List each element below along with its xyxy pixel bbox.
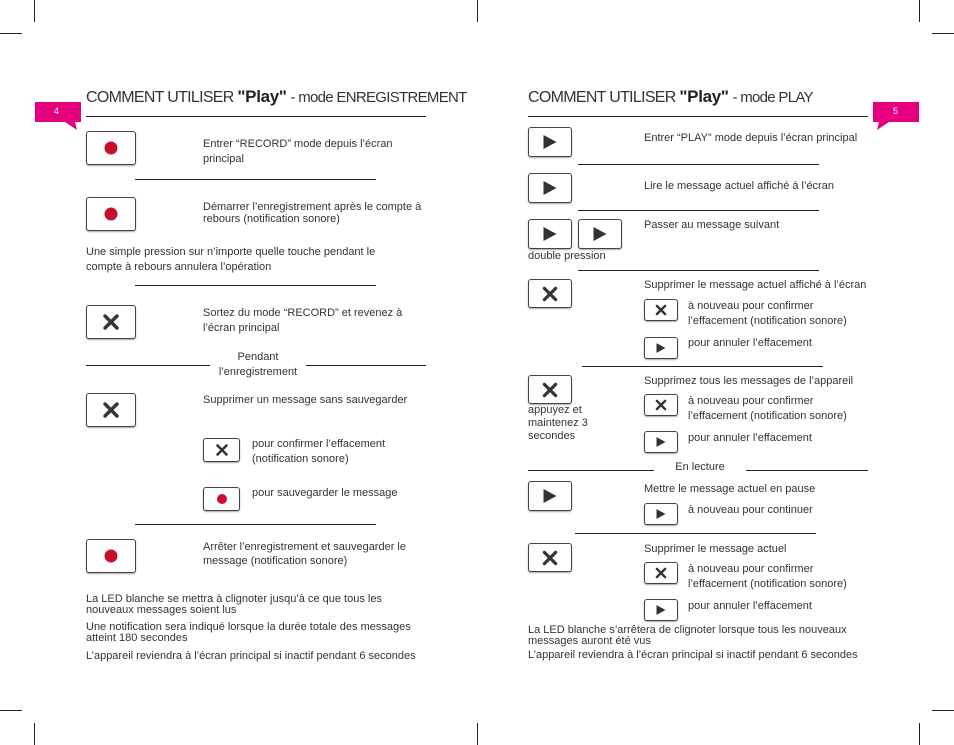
step-text: Sortez du mode “RECORD” et revenez à l’écran principal (203, 307, 403, 334)
sub-step-text: pour annuler l’effacement (688, 600, 812, 612)
crop-mark (477, 0, 478, 22)
divider (578, 164, 819, 165)
title-divider (528, 116, 868, 117)
step-text: Entrer “RECORD” mode depuis l’écran principal (203, 138, 393, 165)
play-button[interactable] (528, 127, 572, 157)
delete-button-small[interactable] (644, 299, 678, 321)
delete-button[interactable] (528, 543, 572, 572)
record-button-small[interactable] (203, 487, 240, 511)
play-button-small[interactable] (644, 599, 678, 621)
x-cross-icon (103, 402, 119, 418)
section-label: Pendant l’enregistrement (218, 351, 298, 378)
sub-step-text: pour annuler l’effacement (688, 337, 812, 349)
play-button-small[interactable] (644, 431, 678, 453)
x-cross-icon (543, 382, 558, 397)
delete-button[interactable] (86, 393, 136, 427)
record-dot-icon (105, 142, 118, 155)
play-triangle-icon (544, 227, 557, 241)
x-cross-icon (103, 314, 119, 330)
divider (582, 366, 823, 367)
section-label: En lecture (675, 461, 725, 473)
play-triangle-icon (657, 509, 666, 519)
footnote: L’appareil reviendra à l’écran principal si inactif pendant 6 secondes (528, 649, 858, 661)
button-action-label: double pression (528, 250, 606, 262)
delete-button-small[interactable] (644, 562, 678, 584)
record-dot-icon (105, 208, 118, 221)
crop-mark (34, 723, 35, 745)
crop-mark (34, 0, 35, 22)
play-button[interactable] (528, 481, 572, 511)
play-triangle-icon (544, 489, 557, 503)
crop-mark (919, 723, 920, 745)
delete-button-small[interactable] (203, 438, 240, 462)
page-title: COMMENT UTILISER "Play" - mode PLAY (528, 87, 813, 106)
divider (578, 270, 819, 271)
page-number-tab (873, 102, 919, 130)
footnote: La LED blanche se mettra à clignoter jusqu’à ce que tous les nouveaux messages soient lus (86, 593, 382, 616)
x-cross-icon (656, 568, 667, 579)
section-divider (306, 365, 426, 366)
x-cross-icon (543, 286, 558, 301)
page-number: 4 (54, 106, 60, 116)
step-text: Supprimer un message sans sauvegarder (203, 394, 408, 406)
record-button[interactable] (86, 539, 136, 573)
delete-button-small[interactable] (644, 394, 678, 416)
note-text: Une simple pression sur n’importe quelle touche pendant le compte à rebours annulera l’opération (86, 246, 376, 273)
record-button[interactable] (86, 131, 136, 165)
title-divider (86, 116, 426, 117)
play-button[interactable] (528, 219, 572, 249)
x-cross-icon (543, 550, 558, 565)
footnote: L’appareil reviendra à l’écran principal si inactif pendant 6 secondes (86, 650, 416, 662)
page-title: COMMENT UTILISER "Play" - mode ENREGISTREMENT (86, 87, 467, 106)
delete-button[interactable] (528, 279, 572, 308)
step-text: Démarrer l’enregistrement après le compte à rebours (notification sonore) (203, 201, 422, 225)
play-button[interactable] (528, 173, 572, 203)
play-triangle-icon (594, 227, 607, 241)
footnote: La LED blanche s’arrêtera de clignoter lorsque tous les nouveaux messages auront été vus (528, 624, 847, 647)
section-divider (528, 470, 654, 471)
sub-step-text: à nouveau pour confirmer l’effacement (notification sonore) (688, 395, 847, 422)
play-triangle-icon (657, 437, 666, 447)
play-triangle-icon (544, 181, 557, 195)
crop-mark (919, 0, 920, 22)
crop-mark (932, 33, 954, 34)
section-divider (746, 470, 868, 471)
page-number-tab (35, 102, 81, 130)
sub-step-text: pour confirmer l’effacement (notification sonore) (252, 438, 386, 465)
step-text: Passer au message suivant (644, 219, 780, 231)
play-button-small[interactable] (644, 337, 678, 359)
sub-step-text: à nouveau pour confirmer l’effacement (notification sonore) (688, 300, 847, 327)
crop-mark (0, 33, 22, 34)
crop-mark (477, 723, 478, 745)
crop-mark (932, 710, 954, 711)
x-cross-icon (656, 305, 667, 316)
button-action-label: appuyez et maintenez 3 secondes (528, 404, 588, 442)
sub-step-text: pour sauvegarder le message (252, 487, 398, 499)
step-text: Mettre le message actuel en pause (644, 483, 816, 495)
play-triangle-icon (657, 343, 666, 353)
step-text: Lire le message actuel affiché à l’écran (644, 180, 834, 192)
delete-button[interactable] (86, 305, 136, 339)
sub-step-text: à nouveau pour confirmer l’effacement (notification sonore) (688, 563, 847, 590)
step-text: Supprimez tous les messages de l’appareil (644, 375, 854, 387)
record-button[interactable] (86, 197, 136, 231)
play-button[interactable] (578, 219, 622, 249)
sub-step-text: pour annuler l’effacement (688, 432, 812, 444)
sub-step-text: à nouveau pour continuer (688, 504, 813, 516)
divider (135, 285, 376, 286)
section-divider (86, 365, 210, 366)
divider (135, 524, 376, 525)
x-cross-icon (656, 400, 667, 411)
step-text: Arrêter l’enregistrement et sauvegarder le message (notification sonore) (203, 541, 406, 567)
divider (135, 179, 376, 180)
step-text: Supprimer le message actuel affiché à l’écran (644, 279, 867, 291)
x-cross-icon (216, 444, 228, 456)
play-button-small[interactable] (644, 503, 678, 525)
divider (578, 210, 819, 211)
crop-mark (0, 710, 22, 711)
record-dot-icon (217, 494, 227, 504)
step-text: Supprimer le message actuel (644, 543, 787, 555)
record-dot-icon (105, 550, 118, 563)
step-text: Entrer “PLAY” mode depuis l’écran principal (644, 132, 858, 144)
play-triangle-icon (544, 135, 557, 149)
divider (575, 533, 816, 534)
footnote: Une notification sera indiqué lorsque la durée totale des messages atteint 180 secondes (86, 621, 411, 644)
page-number: 5 (893, 106, 899, 116)
delete-button[interactable] (528, 375, 572, 404)
play-triangle-icon (657, 605, 666, 615)
